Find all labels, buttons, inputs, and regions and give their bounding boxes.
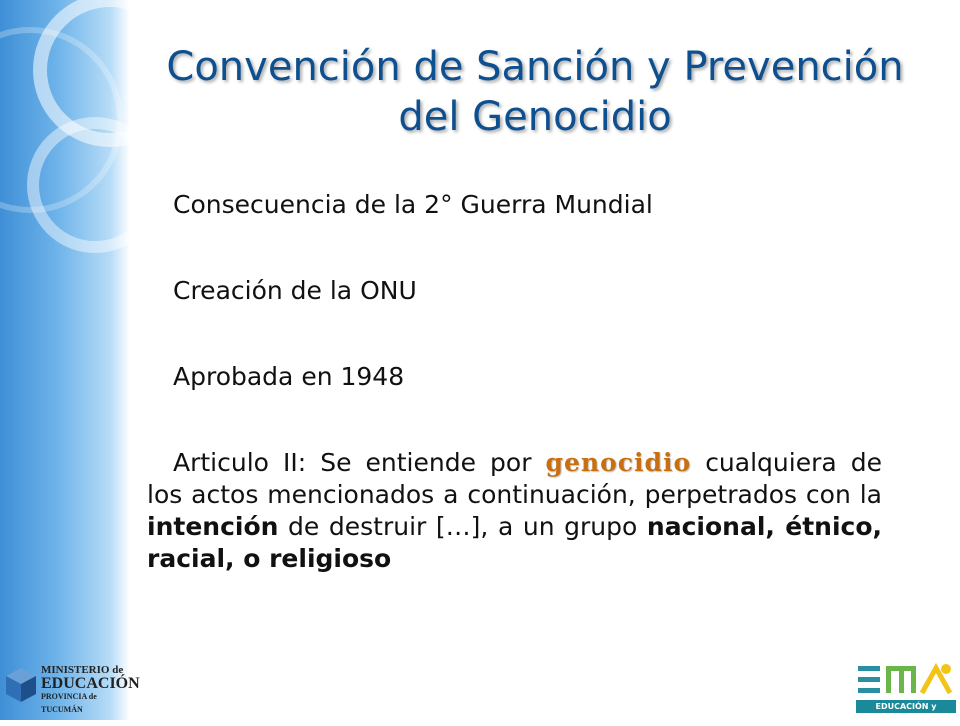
bold-term-intention: intención xyxy=(147,512,279,541)
title-line-2: del Genocidio xyxy=(398,94,672,140)
highlight-term: genocidio xyxy=(545,448,692,477)
article-lead: Articulo II: Se entiende por xyxy=(173,448,546,477)
ministry-cube-icon xyxy=(4,666,38,706)
ministry-line-1: MINISTERIO de xyxy=(41,664,124,676)
bullet-item xyxy=(147,276,417,305)
ministry-line-3: PROVINCIA de TUCUMÁN xyxy=(41,692,97,714)
article-paragraph xyxy=(147,447,882,575)
bullet-text: Creación de la ONU xyxy=(173,276,417,305)
em-logo-caption: EDUCACIÓN y MEMORIA xyxy=(856,700,956,713)
article-text-1: cualquiera de los actos mencionados a continuación, perpetrados con la xyxy=(147,448,882,509)
ministry-line-2: EDUCACIÓN xyxy=(41,675,140,692)
bold-term-groups: nacional, étnico, racial, o religioso xyxy=(147,512,883,573)
bullet-item xyxy=(147,362,404,391)
bullet-item xyxy=(147,190,653,219)
bullet-text: Aprobada en 1948 xyxy=(173,362,405,391)
decorative-sidebar xyxy=(0,0,130,720)
slide-title xyxy=(135,42,935,142)
title-line-1: Convención de Sanción y Prevención xyxy=(166,44,904,90)
sidebar-rings-graphic xyxy=(0,0,130,720)
article-text-2: de destruir […], a un grupo xyxy=(278,512,647,541)
em-logo-mark xyxy=(856,660,956,700)
bullet-text: Consecuencia de la 2° Guerra Mundial xyxy=(173,190,653,219)
education-memory-logo xyxy=(856,660,956,724)
ministry-logo xyxy=(4,652,140,716)
